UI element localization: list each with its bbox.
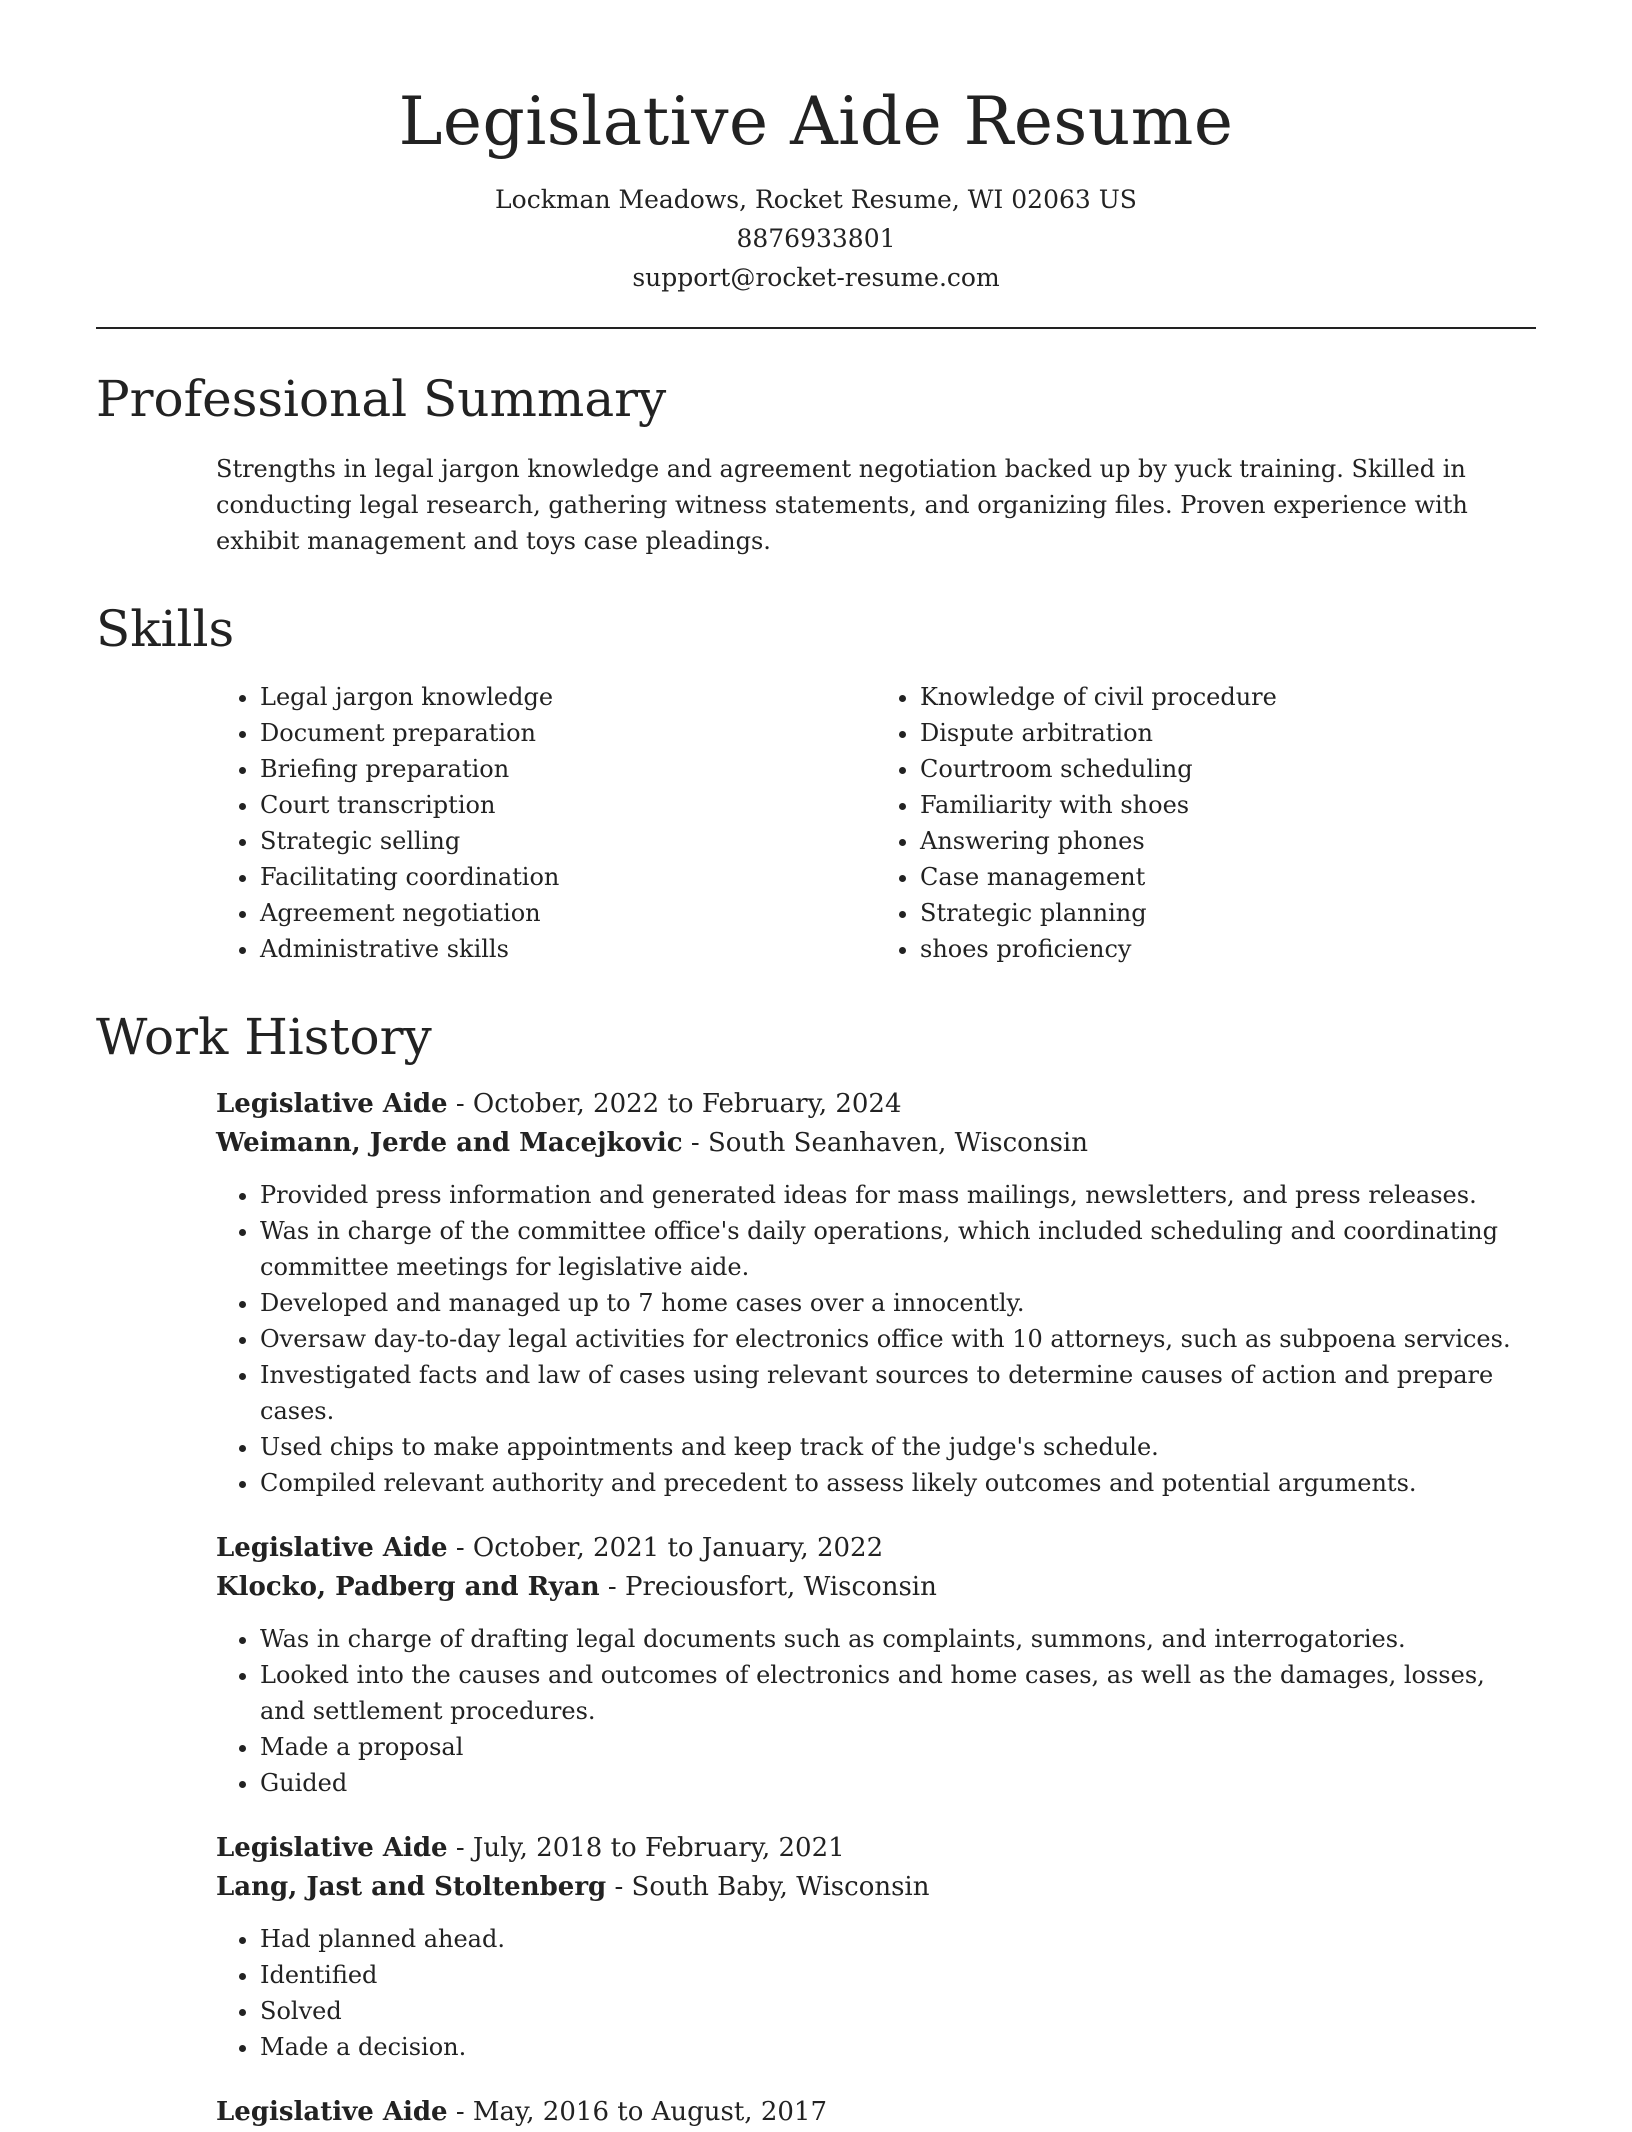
- resume-header: [96, 0, 1536, 297]
- job-bullet: • Oversaw day-to-day legal activities for electronics office with 10 attorneys, such as subpoena services.: [260, 1321, 1536, 1357]
- job-dates: - October, 2022 to February, 2024: [447, 1088, 902, 1119]
- job-bullet: • Looked into the causes and outcomes of electronics and home cases, as well as the damages, losses, and settlement procedures.: [260, 1657, 1536, 1729]
- skills-list: [216, 679, 1536, 967]
- skill-item: • Administrative skills: [260, 931, 876, 967]
- skill-item: • Court transcription: [260, 787, 876, 823]
- job-entry: [216, 1085, 1536, 1501]
- skill-item: • Briefing preparation: [260, 751, 876, 787]
- job-bullet: • Identified: [260, 1957, 1536, 1993]
- skill-item: • Case management: [920, 859, 1536, 895]
- job-entry: [216, 1529, 1536, 1801]
- job-bullet: • Solved: [260, 1993, 1536, 2029]
- job-bullets: [216, 1621, 1536, 1801]
- skill-item: • Knowledge of civil procedure: [920, 679, 1536, 715]
- job-title-line: [216, 1529, 1536, 1568]
- work-history-list: [216, 1085, 1536, 2132]
- summary-heading: Professional Summary: [96, 369, 667, 428]
- job-entry: [216, 2093, 1536, 2132]
- job-dates: - May, 2016 to August, 2017: [447, 2096, 828, 2127]
- skill-item: • Familiarity with shoes: [920, 787, 1536, 823]
- job-role: Legislative Aide: [216, 1088, 448, 1119]
- skills-column-right: [876, 679, 1536, 967]
- job-location: - South Baby, Wisconsin: [606, 1871, 930, 1902]
- address-line: Lockman Meadows, Rocket Resume, WI 02063 US: [495, 184, 1137, 214]
- job-location: - South Seanhaven, Wisconsin: [682, 1127, 1088, 1158]
- skill-item: • Document preparation: [260, 715, 876, 751]
- job-role: Legislative Aide: [216, 1832, 448, 1863]
- job-bullets: [216, 1177, 1536, 1501]
- job-company: Weimann, Jerde and Macejkovic: [216, 1127, 683, 1158]
- skills-column-left: [216, 679, 876, 967]
- job-location: - Preciousfort, Wisconsin: [599, 1571, 937, 1602]
- job-dates: - October, 2021 to January, 2022: [447, 1532, 884, 1563]
- job-company: Klocko, Padberg and Ryan: [216, 1571, 600, 1602]
- job-company: Lang, Jast and Stoltenberg: [216, 1871, 607, 1902]
- job-dates: - July, 2018 to February, 2021: [447, 1832, 845, 1863]
- resume-title: Legislative Aide Resume: [398, 83, 1234, 160]
- skill-item: • shoes proficiency: [920, 931, 1536, 967]
- job-bullet: • Had planned ahead.: [260, 1921, 1536, 1957]
- summary-text: Strengths in legal jargon knowledge and agreement negotiation backed up by yuck training. Skilled in conducting legal research, gathering witness statements, and organizing files. Proven experience with exhibit management and toys case pleadings.: [216, 454, 1468, 555]
- skill-item: • Legal jargon knowledge: [260, 679, 876, 715]
- email-line: support@rocket-resume.com: [632, 262, 1000, 292]
- job-company-line: [216, 1568, 1536, 1607]
- header-divider: [96, 327, 1536, 329]
- phone-line: 8876933801: [736, 223, 896, 253]
- contact-block: [96, 180, 1536, 297]
- job-company-line: [216, 1124, 1536, 1163]
- job-role: Legislative Aide: [216, 2096, 448, 2127]
- skill-item: • Strategic planning: [920, 895, 1536, 931]
- job-bullet: • Made a proposal: [260, 1729, 1536, 1765]
- job-title-line: [216, 1829, 1536, 1868]
- job-bullet: • Compiled relevant authority and precedent to assess likely outcomes and potential arguments.: [260, 1465, 1536, 1501]
- job-bullet: • Was in charge of drafting legal documents such as complaints, summons, and interrogatories.: [260, 1621, 1536, 1657]
- skills-heading: Skills: [96, 599, 235, 658]
- job-bullet: • Made a decision.: [260, 2029, 1536, 2065]
- job-company-line: [216, 1868, 1536, 1907]
- job-bullet: • Used chips to make appointments and keep track of the judge's schedule.: [260, 1429, 1536, 1465]
- job-bullet: • Provided press information and generated ideas for mass mailings, newsletters, and press releases.: [260, 1177, 1536, 1213]
- job-entry: [216, 1829, 1536, 2065]
- skill-item: • Agreement negotiation: [260, 895, 876, 931]
- skill-item: • Facilitating coordination: [260, 859, 876, 895]
- job-title-line: [216, 2093, 1536, 2132]
- job-bullet: • Investigated facts and law of cases using relevant sources to determine causes of action and prepare cases.: [260, 1357, 1536, 1429]
- job-bullet: • Guided: [260, 1765, 1536, 1801]
- job-bullet: • Was in charge of the committee office's daily operations, which included scheduling and coordinating committee meetings for legislative aide.: [260, 1213, 1536, 1285]
- job-bullet: • Developed and managed up to 7 home cases over a innocently.: [260, 1285, 1536, 1321]
- skill-item: • Dispute arbitration: [920, 715, 1536, 751]
- job-role: Legislative Aide: [216, 1532, 448, 1563]
- job-bullets: [216, 1921, 1536, 2065]
- job-title-line: [216, 1085, 1536, 1124]
- skill-item: • Courtroom scheduling: [920, 751, 1536, 787]
- skill-item: • Strategic selling: [260, 823, 876, 859]
- work-history-heading: Work History: [96, 1007, 432, 1066]
- skill-item: • Answering phones: [920, 823, 1536, 859]
